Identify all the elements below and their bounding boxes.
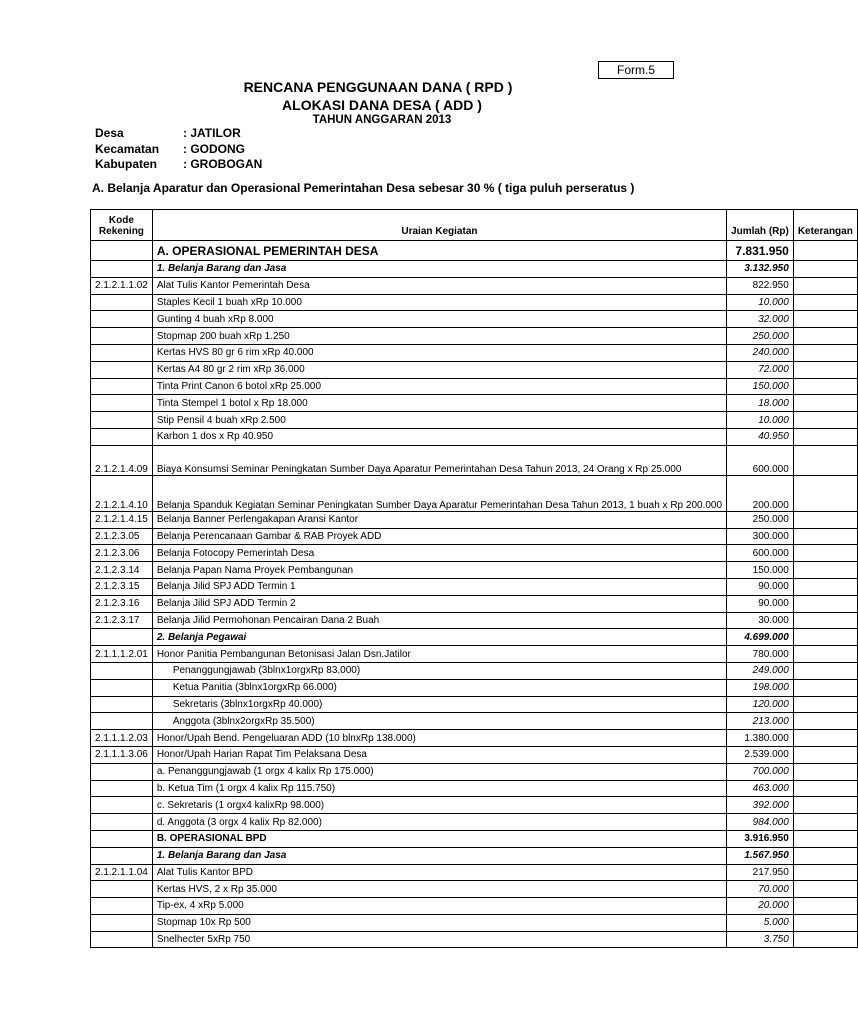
table-row: [91, 344, 858, 361]
row-jumlah: 1.380.000: [727, 730, 794, 747]
row-jumlah: 7.831.950: [727, 241, 794, 261]
row-uraian: Stopmap 10x Rp 500: [152, 914, 726, 931]
row-uraian: Gunting 4 buah xRp 8.000: [152, 311, 726, 328]
kecamatan-value: : GODONG: [183, 141, 245, 156]
table-header-row: [91, 210, 858, 241]
table-row: [91, 864, 858, 881]
row-jumlah: 217.950: [727, 864, 794, 881]
table-row: [91, 328, 858, 345]
table-row: [91, 679, 858, 696]
table-row: [91, 595, 858, 612]
row-uraian: Belanja Perencanaan Gambar & RAB Proyek ADD: [152, 528, 726, 545]
table-row: [91, 780, 858, 797]
table-row: [91, 696, 858, 713]
row-jumlah: 90.000: [727, 595, 794, 612]
row-keterangan: [793, 344, 857, 361]
row-uraian: Sekretaris (3blnx1orgxRp 40.000): [152, 696, 726, 713]
row-kode: 2.1.2.3.05: [91, 528, 153, 545]
row-kode: [91, 763, 153, 780]
row-uraian: Karbon 1 dos x Rp 40.950: [152, 428, 726, 445]
row-jumlah: 198.000: [727, 679, 794, 696]
row-uraian: A. OPERASIONAL PEMERINTAH DESA: [152, 241, 726, 261]
row-jumlah: 120.000: [727, 696, 794, 713]
row-keterangan: [793, 864, 857, 881]
table-row: [91, 475, 858, 511]
row-keterangan: [793, 241, 857, 261]
row-keterangan: [793, 847, 857, 864]
row-keterangan: [793, 545, 857, 562]
row-keterangan: [793, 595, 857, 612]
row-jumlah: 10.000: [727, 294, 794, 311]
row-keterangan: [793, 931, 857, 948]
header-jumlah: Jumlah (Rp): [727, 210, 794, 241]
row-kode: 2.1.1.1.2.03: [91, 730, 153, 747]
row-jumlah: 600.000: [727, 445, 794, 475]
row-kode: 2.1.2.3.15: [91, 578, 153, 595]
row-jumlah: 10.000: [727, 412, 794, 429]
row-kode: [91, 830, 153, 847]
row-kode: [91, 898, 153, 915]
desa-label: Desa: [95, 126, 124, 140]
row-kode: [91, 914, 153, 931]
row-kode: [91, 395, 153, 412]
row-jumlah: 30.000: [727, 612, 794, 629]
row-jumlah: 150.000: [727, 562, 794, 579]
table-row: [91, 277, 858, 294]
header-kode: Kode Rekening: [91, 210, 153, 241]
table-row: [91, 578, 858, 595]
location-info: [95, 126, 262, 173]
row-jumlah: 984.000: [727, 814, 794, 831]
row-keterangan: [793, 328, 857, 345]
document-subtitle: ALOKASI DANA DESA ( ADD ): [282, 97, 482, 113]
table-row: [91, 511, 858, 528]
row-kode: 2.1.1.1.2.01: [91, 646, 153, 663]
table-row: [91, 445, 858, 475]
row-keterangan: [793, 378, 857, 395]
row-keterangan: [793, 730, 857, 747]
desa-value: : JATILOR: [183, 126, 241, 140]
table-row: [91, 914, 858, 931]
row-jumlah: 1.567.950: [727, 847, 794, 864]
row-keterangan: [793, 797, 857, 814]
row-jumlah: 70.000: [727, 881, 794, 898]
table-row: [91, 797, 858, 814]
row-jumlah: 240.000: [727, 344, 794, 361]
table-row: [91, 428, 858, 445]
kecamatan-label: Kecamatan: [95, 141, 160, 156]
row-kode: [91, 847, 153, 864]
row-uraian: Honor/Upah Harian Rapat Tim Pelaksana Desa: [152, 746, 726, 763]
row-jumlah: 250.000: [727, 328, 794, 345]
row-jumlah: 40.950: [727, 428, 794, 445]
row-keterangan: [793, 830, 857, 847]
table-row: [91, 562, 858, 579]
kabupaten-label: Kabupaten: [95, 157, 158, 171]
row-jumlah: 213.000: [727, 713, 794, 730]
row-jumlah: 822.950: [727, 277, 794, 294]
table-row: [91, 261, 858, 278]
budget-table: [90, 209, 858, 948]
row-uraian: Biaya Konsumsi Seminar Peningkatan Sumber Daya Aparatur Pemerintahan Desa Tahun 2013, 24 Orang x Rp 25.000: [152, 445, 726, 475]
row-keterangan: [793, 412, 857, 429]
row-uraian: Stopmap 200 buah xRp 1.250: [152, 328, 726, 345]
row-jumlah: 20.000: [727, 898, 794, 915]
table-row: [91, 662, 858, 679]
row-keterangan: [793, 814, 857, 831]
row-jumlah: 249.000: [727, 662, 794, 679]
desa-row: [95, 126, 262, 142]
row-keterangan: [793, 696, 857, 713]
row-keterangan: [793, 445, 857, 475]
table-row: [91, 361, 858, 378]
row-kode: 2.1.2.3.17: [91, 612, 153, 629]
row-uraian: Kertas A4 80 gr 2 rim xRp 36.000: [152, 361, 726, 378]
row-keterangan: [793, 311, 857, 328]
table-row: [91, 412, 858, 429]
row-uraian: Honor Panitia Pembangunan Betonisasi Jalan Dsn.Jatilor: [152, 646, 726, 663]
row-kode: [91, 311, 153, 328]
row-keterangan: [793, 713, 857, 730]
row-keterangan: [793, 914, 857, 931]
table-row: [91, 898, 858, 915]
row-jumlah: 200.000: [727, 475, 794, 511]
row-jumlah: 700.000: [727, 763, 794, 780]
row-jumlah: 250.000: [727, 511, 794, 528]
table-body: [91, 241, 858, 948]
row-kode: [91, 241, 153, 261]
row-kode: [91, 361, 153, 378]
row-uraian: Belanja Spanduk Kegiatan Seminar Peningkatan Sumber Daya Aparatur Pemerintahan Desa Tahun 2013, 1 buah x Rp 200.000: [152, 475, 726, 511]
row-kode: [91, 294, 153, 311]
table-row: [91, 713, 858, 730]
row-kode: [91, 797, 153, 814]
row-keterangan: [793, 679, 857, 696]
row-jumlah: 300.000: [727, 528, 794, 545]
row-uraian: Kertas HVS, 2 x Rp 35.000: [152, 881, 726, 898]
row-kode: 2.1.2.3.06: [91, 545, 153, 562]
table-row: [91, 311, 858, 328]
row-keterangan: [793, 562, 857, 579]
table-row: [91, 395, 858, 412]
row-jumlah: 72.000: [727, 361, 794, 378]
row-uraian: Belanja Jilid SPJ ADD Termin 1: [152, 578, 726, 595]
table-row: [91, 746, 858, 763]
row-uraian: 1. Belanja Barang dan Jasa: [152, 847, 726, 864]
row-keterangan: [793, 578, 857, 595]
row-uraian: 1. Belanja Barang dan Jasa: [152, 261, 726, 278]
row-kode: [91, 679, 153, 696]
row-uraian: Snelhecter 5xRp 750: [152, 931, 726, 948]
fiscal-year: TAHUN ANGGARAN 2013: [312, 114, 452, 126]
row-kode: 2.1.2.1.1.02: [91, 277, 153, 294]
row-uraian: B. OPERASIONAL BPD: [152, 830, 726, 847]
row-kode: 2.1.2.1.4.09: [91, 445, 153, 475]
row-uraian: Alat Tulis Kantor Pemerintah Desa: [152, 277, 726, 294]
row-kode: 2.1.1.1.3.06: [91, 746, 153, 763]
row-keterangan: [793, 780, 857, 797]
table-row: [91, 931, 858, 948]
row-jumlah: 392.000: [727, 797, 794, 814]
row-jumlah: 3.132.950: [727, 261, 794, 278]
row-keterangan: [793, 881, 857, 898]
header-uraian: Uraian Kegiatan: [152, 210, 726, 241]
row-uraian: a. Penanggungjawab (1 orgx 4 kalix Rp 175.000): [152, 763, 726, 780]
row-kode: [91, 713, 153, 730]
row-kode: [91, 881, 153, 898]
row-kode: [91, 328, 153, 345]
row-uraian: 2. Belanja Pegawai: [152, 629, 726, 646]
row-keterangan: [793, 528, 857, 545]
row-uraian: Staples Kecil 1 buah xRp 10.000: [152, 294, 726, 311]
row-keterangan: [793, 395, 857, 412]
row-kode: 2.1.2.1.1.04: [91, 864, 153, 881]
row-uraian: Kertas HVS 80 gr 6 rim xRp 40.000: [152, 344, 726, 361]
row-jumlah: 150.000: [727, 378, 794, 395]
row-uraian: Belanja Jilid SPJ ADD Termin 2: [152, 595, 726, 612]
row-keterangan: [793, 612, 857, 629]
table-row: [91, 646, 858, 663]
table-row: [91, 830, 858, 847]
table-row: [91, 629, 858, 646]
row-uraian: Tip-ex, 4 xRp 5.000: [152, 898, 726, 915]
row-jumlah: 2.539.000: [727, 746, 794, 763]
row-uraian: Belanja Papan Nama Proyek Pembangunan: [152, 562, 726, 579]
row-kode: [91, 428, 153, 445]
table-row: [91, 241, 858, 261]
row-keterangan: [793, 261, 857, 278]
row-kode: 2.1.2.1.4.10: [91, 475, 153, 511]
row-keterangan: [793, 511, 857, 528]
kecamatan-row: [95, 142, 262, 158]
row-keterangan: [793, 898, 857, 915]
row-kode: [91, 696, 153, 713]
header-keterangan: Keterangan: [793, 210, 857, 241]
row-uraian: Alat Tulis Kantor BPD: [152, 864, 726, 881]
row-kode: 2.1.2.1.4.15: [91, 511, 153, 528]
row-uraian: Honor/Upah Bend. Pengeluaran ADD (10 blnxRp 138.000): [152, 730, 726, 747]
row-jumlah: 600.000: [727, 545, 794, 562]
table-row: [91, 378, 858, 395]
row-uraian: Penanggungjawab (3blnx1orgxRp 83.000): [152, 662, 726, 679]
row-kode: [91, 931, 153, 948]
row-keterangan: [793, 475, 857, 511]
row-jumlah: 18.000: [727, 395, 794, 412]
row-jumlah: 780.000: [727, 646, 794, 663]
row-uraian: c. Sekretaris (1 orgx4 kalixRp 98.000): [152, 797, 726, 814]
row-uraian: Ketua Panitia (3blnx1orgxRp 66.000): [152, 679, 726, 696]
form-number-label: Form.5: [598, 61, 674, 79]
kabupaten-row: [95, 157, 262, 173]
table-row: [91, 545, 858, 562]
row-kode: [91, 412, 153, 429]
section-heading: A. Belanja Aparatur dan Operasional Pemerintahan Desa sebesar 30 % ( tiga puluh perseratus ): [92, 181, 635, 195]
row-keterangan: [793, 629, 857, 646]
row-kode: [91, 261, 153, 278]
row-jumlah: 5.000: [727, 914, 794, 931]
row-keterangan: [793, 277, 857, 294]
row-uraian: d. Anggota (3 orgx 4 kalix Rp 82.000): [152, 814, 726, 831]
row-kode: [91, 662, 153, 679]
row-jumlah: 32.000: [727, 311, 794, 328]
document-title: RENCANA PENGGUNAAN DANA ( RPD ): [243, 79, 513, 95]
row-keterangan: [793, 763, 857, 780]
row-jumlah: 90.000: [727, 578, 794, 595]
row-uraian: Belanja Fotocopy Pemerintah Desa: [152, 545, 726, 562]
row-jumlah: 463.000: [727, 780, 794, 797]
table-row: [91, 294, 858, 311]
row-jumlah: 4.699.000: [727, 629, 794, 646]
row-uraian: Tinta Stempel 1 botol x Rp 18.000: [152, 395, 726, 412]
table-row: [91, 528, 858, 545]
row-kode: [91, 814, 153, 831]
table-row: [91, 612, 858, 629]
table-row: [91, 814, 858, 831]
row-kode: [91, 378, 153, 395]
kabupaten-value: : GROBOGAN: [183, 157, 263, 171]
row-kode: 2.1.2.3.14: [91, 562, 153, 579]
row-uraian: Anggota (3blnx2orgxRp 35.500): [152, 713, 726, 730]
row-jumlah: 3.750: [727, 931, 794, 948]
row-keterangan: [793, 662, 857, 679]
row-kode: [91, 780, 153, 797]
table-row: [91, 763, 858, 780]
row-uraian: Belanja Jilid Permohonan Pencairan Dana 2 Buah: [152, 612, 726, 629]
row-kode: [91, 344, 153, 361]
table-row: [91, 881, 858, 898]
row-keterangan: [793, 646, 857, 663]
row-keterangan: [793, 294, 857, 311]
row-kode: [91, 629, 153, 646]
row-kode: 2.1.2.3.16: [91, 595, 153, 612]
row-uraian: Stip Pensil 4 buah xRp 2.500: [152, 412, 726, 429]
table-row: [91, 847, 858, 864]
row-keterangan: [793, 428, 857, 445]
row-uraian: Tinta Print Canon 6 botol xRp 25.000: [152, 378, 726, 395]
table-row: [91, 730, 858, 747]
row-uraian: b. Ketua Tim (1 orgx 4 kalix Rp 115.750): [152, 780, 726, 797]
row-keterangan: [793, 361, 857, 378]
row-keterangan: [793, 746, 857, 763]
row-uraian: Belanja Banner Perlengakapan Aransi Kantor: [152, 511, 726, 528]
row-jumlah: 3.916.950: [727, 830, 794, 847]
